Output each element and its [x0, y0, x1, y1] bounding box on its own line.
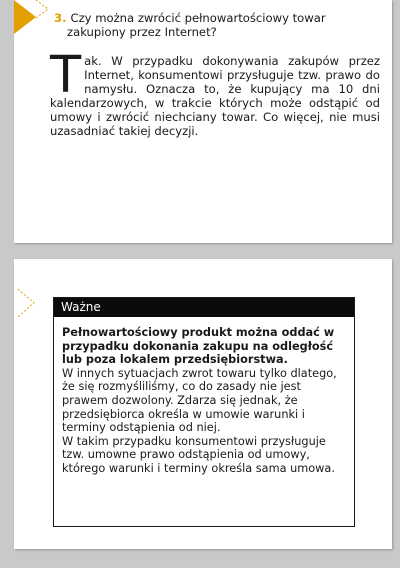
important-card [14, 259, 392, 549]
important-box-title: Ważne [54, 298, 354, 317]
important-box [53, 297, 355, 527]
important-paragraph-2: W takim przypadku konsumentowi przysługuje tzw. umowne prawo odstąpienia od umowy, którego warunki i terminy określa sama umowa. [62, 434, 335, 475]
important-paragraph-1: W innych sytuacjach zwrot towaru tylko dlatego, że się rozmyśliliśmy, co do zasady nie jest prawem dozwolony. Zdarza się jednak, że przedsiębiorca określa w umowie warunki i terminy odstąpienia od niej. [62, 366, 337, 435]
question-heading [54, 11, 384, 39]
answer-text: ak. W przypadku dokonywania zakupów przez Internet, konsumentowi przysługuje tzw. prawo do namysłu. Oznacza to, że kupujący ma 10 dni kalendarzowych, w trakcie których może odstąpić od umowy i zwrócić niechciany towar. Co więcej, nie musi uzasadniać takiej decyzji. [50, 54, 380, 138]
faq-card-3 [14, 0, 392, 243]
answer-paragraph [50, 46, 380, 138]
important-bold-text: Pełnowartościowy produkt można oddać w przypadku dokonania zakupu na odległość lub poza lokalem przedsiębiorstwa. [62, 326, 335, 367]
corner-dashed-decoration [14, 259, 54, 319]
question-number: 3. [54, 11, 67, 25]
question-text-line2: zakupiony przez Internet? [67, 25, 217, 39]
corner-triangle-decoration [14, 0, 54, 40]
question-text-line1: Czy można zwrócić pełnowartościowy towar [70, 11, 326, 25]
answer-dropcap: T [50, 46, 82, 105]
important-box-body [54, 317, 354, 476]
